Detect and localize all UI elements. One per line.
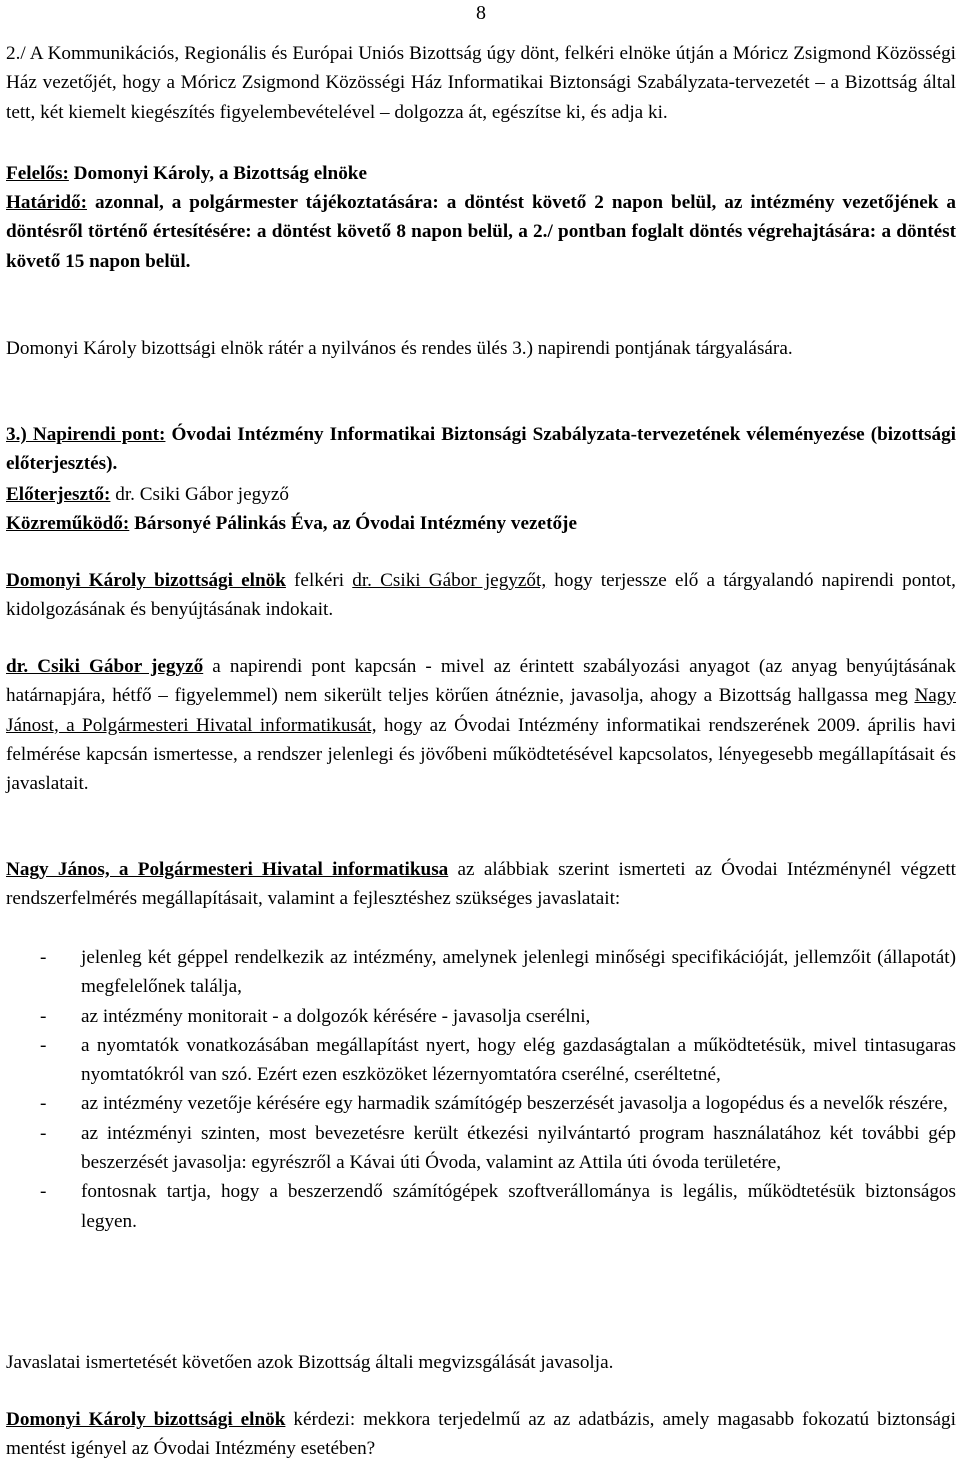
list-item-text: az intézmény monitorait - a dolgozók kérésére - javasolja cserélni, — [81, 1005, 591, 1027]
responsible-label: Felelős: — [6, 163, 69, 184]
list-item: - jelenleg két géppel rendelkezik az intézmény, amelynek jelenlegi minőségi specifikációját, jellemzőit (állapotát) megfelelőnek találja, — [40, 947, 956, 998]
presenter-label: Előterjesztő: — [6, 484, 111, 505]
notary-name-bold: dr. Csiki Gábor jegyző — [6, 656, 204, 677]
presenter-line — [6, 480, 956, 509]
contributor-line — [6, 509, 956, 538]
deadline-label: Határidő: — [6, 192, 88, 213]
chair-request-text: hogy terjessze elő a tárgyalandó napirendi pontot, kidolgozásának és benyújtásának indokait. — [6, 570, 956, 621]
list-item-text: a nyomtatók vonatkozásában megállapítást nyert, hogy elég gazdaságtalan a működtetésük, mivel tintasugaras nyomtatókról van szó. Ezért ezen eszközöket lézernyomtatóra cserélné, cseréltetné, — [81, 1034, 956, 1086]
notary-paragraph — [6, 652, 956, 798]
deadline-paragraph — [6, 188, 956, 276]
list-item: - fontosnak tartja, hogy a beszerzendő számítógépek szoftverállománya is legális, működtetésük biztonságos legyen. — [40, 1181, 956, 1232]
chair-name: Domonyi Károly bizottsági elnök — [6, 570, 286, 591]
proposal-paragraph: Javaslatai ismertetését követően azok Bizottság általi megvizsgálását javasolja. — [6, 1352, 614, 1373]
list-item-text: az intézményi szinten, most bevezetésre került étkezési nyilvántartó program használatához két további gép beszerzését javasolja: egyrészről a Kávai úti Óvoda, valamint az Attila úti óvoda területére, — [81, 1122, 956, 1174]
agenda-item-text: Óvodai Intézmény Informatikai Biztonsági Szabályzata-tervezetének véleményezése (bizottsági előterjesztés). — [6, 424, 957, 475]
chair-name-2: Domonyi Károly bizottsági elnök — [6, 1409, 286, 1430]
chair-request-verb: felkéri — [285, 570, 353, 591]
presenter-text: dr. Csiki Gábor jegyző — [110, 484, 289, 505]
it-specialist-text: az alábbiak szerint ismerteti az Óvodai Intézménynél végzett rendszerfelmérés megállapításait, valamint a fejlesztéshez szükséges javaslatait: — [6, 859, 956, 910]
contributor-label: Közreműködő: — [6, 513, 130, 534]
list-item-text: jelenleg két géppel rendelkezik az intézmény, amelynek jelenlegi minőségi specifikációját, jellemzőit (állapotát) megfelelőnek találja, — [81, 947, 956, 998]
deadline-text: azonnal, a polgármester tájékoztatására: a döntést követő 2 napon belül, az intézmény vezetőjének a döntésről történő értesítésére: a döntést követő 8 napon belül, a 2./ pontban foglalt döntés végrehajtására: a döntést követő 15 napon belül. — [6, 192, 956, 272]
list-item: - az intézményi szinten, most bevezetésre került étkezési nyilvántartó program használatához két további gép beszerzését javasolja: egyrészről a Kávai úti Óvoda, valamint az Attila úti óvoda területére, — [40, 1122, 956, 1174]
agenda-intro-paragraph: Domonyi Károly bizottsági elnök rátér a nyilvános és rendes ülés 3.) napirendi pontjának tárgyalására. — [6, 338, 793, 359]
responsible-text: Domonyi Károly, a Bizottság elnöke — [68, 163, 367, 184]
list-item-text: az intézmény vezetője kérésére egy harmadik számítógép beszerzését javasolja a logopédus és a nevelők részére, — [81, 1093, 948, 1115]
chair-request-paragraph — [6, 566, 956, 625]
list-item-text: fontosnak tartja, hogy a beszerzendő számítógépek szoftverállománya is legális, működtetésük biztonságos legyen. — [81, 1181, 956, 1232]
agenda-item-heading — [6, 420, 956, 479]
page-number: 8 — [476, 2, 486, 24]
notary-text-1: a napirendi pont kapcsán - mivel az érintett szabályozási anyagot (az anyag benyújtásának határnapjára, hétfő – figyelemmel) nem sikerült teljes körűen átnéznie, javasolja, ahogy a Bizottság hallgassa meg — [6, 656, 956, 707]
list-item: - az intézmény vezetője kérésére egy harmadik számítógép beszerzését javasolja a logopédus és a nevelők részére, — [40, 1093, 948, 1115]
it-specialist-heading: Nagy János, a Polgármesteri Hivatal informatikusa — [6, 859, 449, 880]
it-specialist-name: Nagy Jánost, a Polgármesteri Hivatal informatikusát, — [6, 685, 956, 736]
chair-question-text: kérdezi: mekkora terjedelmű az az adatbázis, amely magasabb fokozatú biztonsági mentést igényel az Óvodai Intézmény esetében? — [6, 1409, 956, 1460]
agenda-item-label: 3.) Napirendi pont: — [6, 424, 166, 445]
list-item: - az intézmény monitorait - a dolgozók kérésére - javasolja cserélni, — [40, 1005, 591, 1027]
responsible-line — [6, 159, 956, 188]
recommendation-list — [6, 943, 956, 1236]
contributor-text: Bársonyé Pálinkás Éva, az Óvodai Intézmény vezetője — [129, 513, 577, 534]
chair-question-paragraph — [6, 1405, 956, 1464]
resolution-paragraph: 2./ A Kommunikációs, Regionális és Európai Uniós Bizottság úgy dönt, felkéri elnöke útján a Móricz Zsigmond Közösségi Ház vezetőjét, hogy a Móricz Zsigmond Közösségi Ház Informatikai Biztonsági Szabályzata-tervezetét – a Bizottság által tett, két kiemelt kiegészítés figyelembevételével – dolgozza át, egészítse ki, és adja ki. — [6, 43, 956, 123]
notary-name: dr. Csiki Gábor jegyzőt, — [352, 570, 547, 591]
it-specialist-paragraph — [6, 855, 956, 914]
list-item: - a nyomtatók vonatkozásában megállapítást nyert, hogy elég gazdaságtalan a működtetésük, mivel tintasugaras nyomtatókról van szó. Ezért ezen eszközöket lézernyomtatóra cserélné, cseréltetné, — [40, 1034, 956, 1086]
notary-text-2: hogy az Óvodai Intézmény informatikai rendszerének 2009. április havi felmérése kapcsán ismertesse, a rendszer jelenlegi és jövőbeni működtetésével kapcsolatos, lényegesebb megállapításait és javaslatait. — [6, 714, 956, 795]
